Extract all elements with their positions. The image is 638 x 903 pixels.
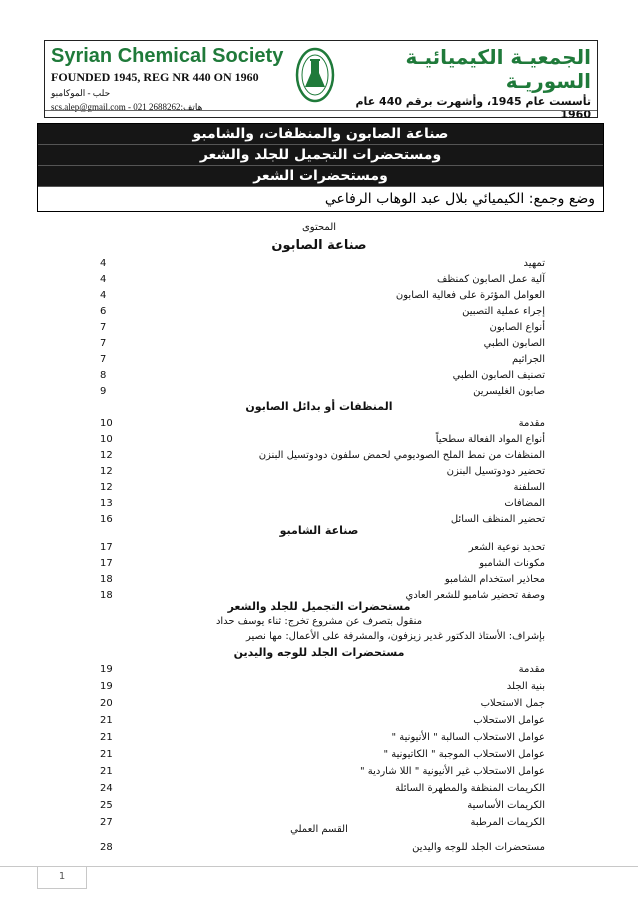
practical-label: القسم العملي	[290, 824, 348, 835]
toc-item: مقدمة 19	[100, 664, 545, 675]
toc-item: الجراثيم 7	[100, 354, 545, 365]
toc-item: الصابون الطبي 7	[100, 338, 545, 349]
title-line-1: صناعة الصابون والمنظفات، والشامبو	[38, 124, 603, 145]
toc-item: تحضير دودوتسيل البنزن 12	[100, 466, 545, 477]
toc-item: الكريمات الأساسية 25	[100, 800, 545, 811]
toc-item: تمهيد 4	[100, 258, 545, 269]
toc-item: محاذير استخدام الشامبو 18	[100, 574, 545, 585]
contact-en: scs.alep@gmail.com - 021 2688262:هاتف	[51, 102, 203, 112]
letterhead-rule	[45, 110, 597, 111]
founded-ar: تأسست عام 1945، وأشهرت برقم 440 عام 1960	[355, 95, 591, 121]
toc-item: أنواع الصابون 7	[100, 322, 545, 333]
toc-item: بنية الجلد 19	[100, 681, 545, 692]
toc-item: الكريمات المرطبة 27	[100, 817, 545, 828]
page-number: 1	[37, 866, 87, 889]
toc-item: العوامل المؤثرة على فعالية الصابون 4	[100, 290, 545, 301]
toc-item: تحديد نوعية الشعر 17	[100, 542, 545, 553]
toc-item: تصنيف الصابون الطبي 8	[100, 370, 545, 381]
founded-en: FOUNDED 1945, REG NR 440 ON 1960	[51, 70, 259, 84]
society-name-ar: الجمعيـة الكيميائيـة السوريـة	[405, 45, 591, 93]
society-logo-icon	[295, 47, 335, 103]
society-name-en: Syrian Chemical Society	[51, 45, 284, 67]
toc-item: إجراء عملية التصبين 6	[100, 306, 545, 317]
credit-line-2: بإشراف: الأستاذ الدكتور غدير زيزفون، والمشرفة على الأعمال: مها نصير	[245, 631, 545, 642]
toc-item: مستحضرات الجلد للوجه واليدين 28	[100, 842, 545, 853]
credit-line-1: منقول بتصرف عن مشروع تخرج: ثناء يوسف حداد	[215, 616, 423, 627]
toc-item: تحضير المنظف السائل 16	[100, 514, 545, 525]
section-heading-detergents: المنظفات أو بدائل الصابون	[245, 400, 393, 413]
toc-item: الكريمات المنظفة والمطهرة السائلة 24	[100, 783, 545, 794]
city-en: حلب - الموكامبو	[51, 88, 111, 98]
title-block	[37, 123, 604, 212]
toc-label: المحتوى	[301, 222, 337, 233]
toc-item: مقدمة 10	[100, 418, 545, 429]
footer-rule	[0, 866, 638, 867]
letterhead-english	[51, 45, 291, 113]
section-heading-skin: مستحضرات الجلد للوجه واليدين	[233, 646, 405, 659]
title-line-3: ومستحضرات الشعر	[38, 166, 603, 187]
toc-item: آلية عمل الصابون كمنظف 4	[100, 274, 545, 285]
author-line: وضع وجمع: الكيميائي بلال عبد الوهاب الرفاعي	[38, 187, 603, 211]
toc-item: وصفة تحضير شامبو للشعر العادي 18	[100, 590, 545, 601]
section-heading-shampoo: صناعة الشامبو	[279, 524, 359, 537]
toc-item: عوامل الاستحلاب غير الأنيونية " اللا شاردية " 21	[100, 766, 545, 777]
toc-item: المنظفات من نمط الملح الصوديومي لحمض سلفون دودوتسيل البنزن 12	[100, 450, 545, 461]
section-heading-soap: صناعة الصابون	[271, 238, 367, 253]
toc-item: السلفنة 12	[100, 482, 545, 493]
title-line-2: ومستحضرات التجميل للجلد والشعر	[38, 145, 603, 166]
toc-item: عوامل الاستحلاب السالبة " الأنيونية " 21	[100, 732, 545, 743]
toc-item: مكونات الشامبو 17	[100, 558, 545, 569]
section-heading-cosmetics: مستحضرات التجميل للجلد والشعر	[227, 600, 411, 613]
toc-item: صابون الغليسرين 9	[100, 386, 545, 397]
toc-item: أنواع المواد الفعالة سطحياً 10	[100, 434, 545, 445]
toc-item: عوامل الاستحلاب 21	[100, 715, 545, 726]
toc-item: المضافات 13	[100, 498, 545, 509]
letterhead	[44, 40, 598, 121]
toc-item: جمل الاستحلاب 20	[100, 698, 545, 709]
toc-item: عوامل الاستحلاب الموجبة " الكاتيونية " 21	[100, 749, 545, 760]
